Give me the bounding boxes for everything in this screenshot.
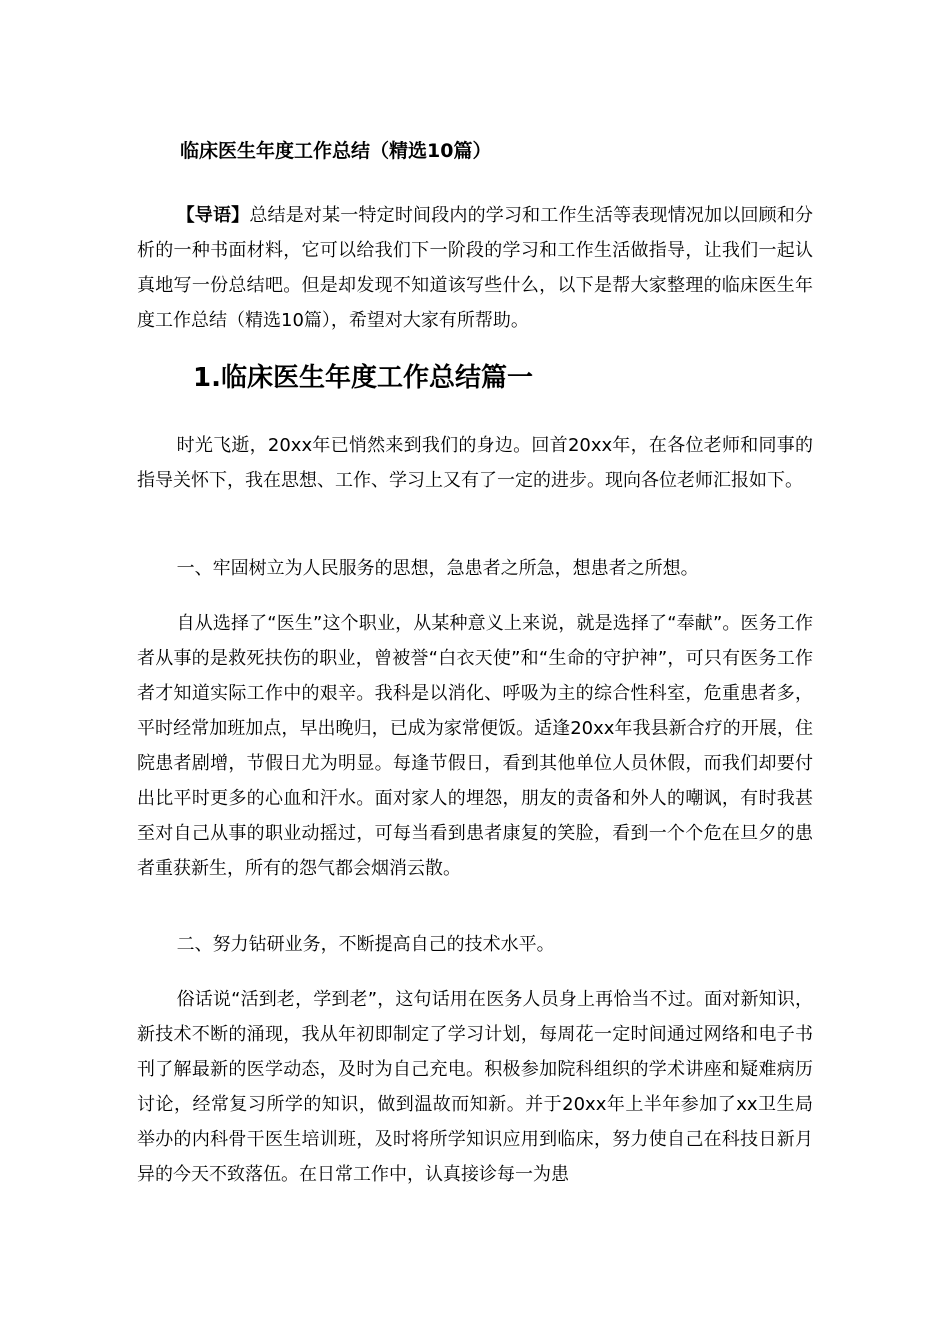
- section-point-heading: 二、努力钻研业务，不断提高自己的技术水平。: [176, 934, 555, 955]
- section-point-heading: 一、牢固树立为人民服务的思想，急患者之所急，想患者之所想。: [176, 558, 699, 579]
- intro-paragraph: [137, 198, 813, 338]
- section-heading: 1.临床医生年度工作总结篇一: [193, 363, 533, 393]
- body-paragraph: 自从选择了“医生”这个职业，从某种意义上来说，就是选择了“奉献”。医务工作者从事的是救死扶伤的职业，曾被誉“白衣天使”和“生命的守护神”，可只有医务工作者才知道实际工作中的艰辛。我科是以消化、呼吸为主的综合性科室，危重患者多，平时经常加班加点，早出晚归，已成为家常便饭。适逢20xx年我县新合疗的开展，住院患者剧增，节假日尤为明显。每逢节假日，看到其他单位人员休假，而我们却要付出比平时更多的心血和汗水。面对家人的埋怨，朋友的责备和外人的嘲讽，有时我甚至对自己从事的职业动摇过，可每当看到患者康复的笑脸，看到一个个危在旦夕的患者重获新生，所有的怨气都会烟消云散。: [137, 613, 813, 879]
- body-paragraph: 俗话说“活到老，学到老”，这句话用在医务人员身上再恰当不过。面对新知识，新技术不断的涌现，我从年初即制定了学习计划，每周花一定时间通过网络和电子书刊了解最新的医学动态，及时为自己充电。积极参加院科组织的学术讲座和疑难病历讨论，经常复习所学的知识，做到温故而知新。并于20xx年上半年参加了xx卫生局举办的内科骨干医生培训班，及时将所学知识应用到临床，努力使自己在科技日新月异的今天不致落伍。在日常工作中，认真接诊每一为患: [137, 989, 813, 1185]
- intro-text: 总结是对某一特定时间段内的学习和工作生活等表现情况加以回顾和分析的一种书面材料，它可以给我们下一阶段的学习和工作生活做指导，让我们一起认真地写一份总结吧。但是却发现不知道该写些什么，以下是帮大家整理的临床医生年度工作总结（精选10篇），希望对大家有所帮助。: [137, 205, 814, 331]
- body-paragraph: 时光飞逝，20xx年已悄然来到我们的身边。回首20xx年，在各位老师和同事的指导关怀下，我在思想、工作、学习上又有了一定的进步。现向各位老师汇报如下。: [137, 435, 813, 491]
- intro-tag: 【导语】: [176, 205, 250, 226]
- document-title: 临床医生年度工作总结（精选10篇）: [180, 140, 492, 162]
